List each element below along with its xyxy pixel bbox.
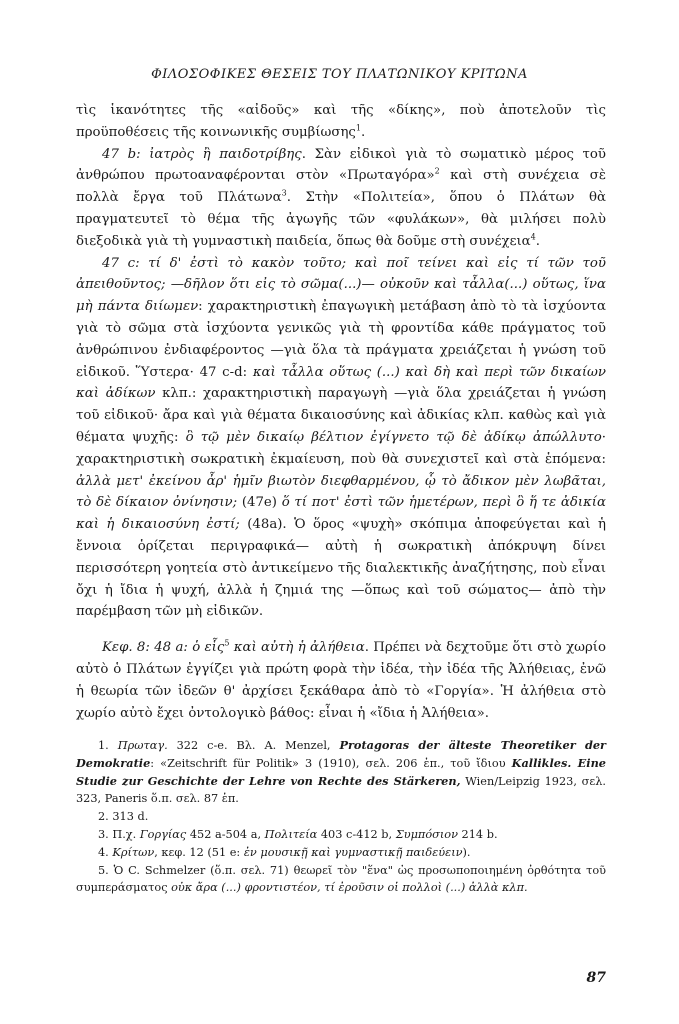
text-run: ἀλλὰ μετ' ἐκείνου ἆρ' ἡμῖν βιωτὸν διεφθαρμένου, ᾧ τὸ ἄδικον μὲν λωβᾶται, τὸ δὲ δίκαιον ὀνίνησιν;: [76, 473, 606, 511]
footnote-ref: 1: [355, 123, 361, 133]
footnote: [76, 808, 606, 826]
text-run: κλπ.: χαρακτηριστικὴ παραγωγὴ —γιὰ ὅλα χρειάζεται ἡ γνώση τοῦ εἰδικοῦ· ἄρα καὶ γιὰ θέματα δικαιοσύνης καὶ ἀδικίας κλπ. καθὼς καὶ γιὰ θέματα ψυχῆς:: [76, 386, 607, 445]
text-run: Κρίτων: [112, 845, 155, 859]
footnote: [76, 826, 606, 844]
paragraph: [76, 253, 606, 624]
text-run: 214 b.: [457, 827, 498, 841]
text-run: τὶς ἱκανότητες τῆς «αἰδοῦς» καὶ τῆς «δίκης», ποὺ ἀποτελοῦν τὶς προϋποθέσεις τῆς κοινωνικῆς συμβίωσης: [76, 103, 606, 140]
footnote-ref: 2: [434, 166, 440, 176]
footnote-ref: 5: [224, 638, 230, 648]
footnote-ref: 3: [281, 188, 287, 198]
text-run: οὐκ ἄρα (...) φροντιστέον, τί ἐροῦσιν οἱ πολλοὶ (...) ἀλλὰ κλπ.: [171, 881, 528, 895]
text-run: 3. Π.χ.: [98, 827, 140, 841]
footnote-ref: 4: [530, 232, 536, 242]
text-run: 452 a-504 a,: [186, 827, 265, 841]
text-run: Γοργίας: [139, 827, 187, 841]
text-run: 47 c: τί δ' ἐστὶ τὸ κακὸν τοῦτο; καὶ ποῖ τείνει καὶ εἰς τί τῶν τοῦ ἀπειθοῦντος; —δῆλον ὅτι εἰς τὸ σῶμα(...)— οὐκοῦν καὶ τἆλλα(...) οὕτως, ἵνα μὴ πάντα διίωμεν: [76, 255, 606, 315]
footnotes: [76, 737, 606, 897]
footnote: [76, 737, 606, 808]
footnote: [76, 844, 606, 862]
text-run: 1.: [98, 739, 118, 752]
text-run: : «Zeitschrift für Politik» 3 (1910), σελ. 206 ἑπ., τοῦ ἴδιου: [150, 756, 512, 770]
paragraph: [76, 144, 606, 253]
footnote: [76, 862, 606, 898]
text-run: καὶ αὐτὴ ἡ ἀλήθεια: [229, 640, 365, 656]
text-run: ).: [462, 845, 471, 859]
text-run: (47e): [237, 495, 282, 511]
text-run: . Πρέπει νὰ δεχτοῦμε ὅτι στὸ χωρίο αὐτὸ ὁ Πλάτων ἐγγίζει γιὰ πρώτη φορὰ τὴν ἰδέα, τὴν ἰδέα τῆς Ἀλήθειας, ἐνῶ ἡ θεωρία τῶν ἰδεῶν θ' ἀρχίσει ξεκάθαρα ἀπὸ τὸ «Γοργία». Ἡ ἀλήθεια στὸ χωρίο αὐτὸ ἔχει ὀντολογικὸ βάθος: εἶναι ἡ «ἴδια ἡ Ἀλήθεια».: [76, 640, 606, 721]
text-run: Πολιτεία: [264, 827, 318, 841]
text-run: .: [360, 124, 366, 140]
text-run: 322 c-e. Βλ. A. Menzel,: [167, 739, 340, 752]
paragraph: [76, 100, 606, 144]
text-run: καὶ τἆλλα οὕτως (...) καὶ δὴ καὶ περὶ τῶν δικαίων καὶ ἀδίκων: [76, 364, 606, 402]
text-run: 5. Ὁ C. Schmelzer (ὅ.π. σελ. 71) θεωρεῖ τὸν "ἕνα" ὡς προσωποποιημένη ὀρθότητα τοῦ συμπεράσματος: [76, 863, 606, 895]
text-run: 47 b: ἰατρὸς ἢ παιδοτρίβης: [102, 146, 302, 162]
running-head: ΦΙΛΟΣΟΦΙΚΕΣ ΘΕΣΕΙΣ ΤΟΥ ΠΛΑΤΩΝΙΚΟΥ ΚΡΙΤΩΝΑ: [151, 67, 528, 82]
text-run: .: [535, 233, 540, 249]
text-run: . Σὰν εἰδικοὶ γιὰ τὸ σωματικὸ μέρος τοῦ ἀνθρώπου πρωτοαναφέρονται στὸν «Πρωταγόρα»: [76, 146, 606, 184]
text-run: Κεφ. 8: 48 a: ὁ εἷς: [102, 640, 225, 656]
text-run: : χαρακτηριστικὴ ἐπαγωγικὴ μετάβαση ἀπὸ τὸ τὰ ἰσχύοντα γιὰ τὸ σῶμα στὰ ἰσχύοντα γενικῶς γιὰ τὴ φροντίδα κάθε πράγματος τοῦ ἀνθρώπινου ἐνδιαφέροντος —γιὰ ὅλα τὰ πράγματα χρειάζεται ἡ γνώση τοῦ εἰδικοῦ. Ὕστερα· 47 c-d:: [76, 299, 606, 380]
text-run: ὅ τί ποτ' ἐστὶ τῶν ἡμετέρων, περὶ ὃ ἥ τε ἀδικία καὶ ἡ δικαιοσύνη ἐστί;: [76, 495, 606, 533]
text-run: Πρωταγ.: [117, 739, 168, 752]
text-run: 403 c-412 b,: [317, 827, 396, 841]
text-run: (48a). Ὁ ὅρος «ψυχὴ» σκόπιμα ἀποφεύγεται καὶ ἡ ἔννοια ὁρίζεται περιγραφικά— αὐτὴ ἡ σωκρατικὴ ἀπόκρυψη δίνει περισσότερη γοητεία στὸ ἀντικείμενο τῆς διαλεκτικῆς ἀναζήτησης, ποὺ εἶναι ὄχι ἡ ἴδια ἡ ψυχή, ἀλλὰ ἡ ζημιά της —ὅπως καὶ τοῦ σώματος— ἀπὸ τὴν παρέμβαση τῶν μὴ εἰδικῶν.: [76, 517, 606, 620]
text-run: Wien/Leipzig 1923, σελ. 323, Paneris ὅ.π. σελ. 87 ἑπ.: [76, 774, 606, 806]
text-run: Συμπόσιον: [395, 827, 458, 841]
text-run: Kallikles. Eine Studie zur Geschichte der Lehre von Rechte des Stärkeren,: [76, 755, 606, 788]
text-run: · χαρακτηριστικὴ σωκρατικὴ ἐκμαίευση, ποὺ θὰ συνεχιστεῖ καὶ στὰ ἑπόμενα:: [76, 429, 606, 467]
paragraph: [76, 637, 606, 724]
body-text: [76, 100, 606, 724]
text-run: 4.: [98, 845, 113, 859]
text-run: . Στὴν «Πολιτεία», ὅπου ὁ Πλάτων θὰ πραγματευτεῖ τὸ θέμα τῆς ἀγωγῆς τῶν «φυλάκων», θὰ μιλήσει πολὺ διεξοδικὰ γιὰ τὴ γυμναστικὴ παιδεία, ὅπως θὰ δοῦμε στὴ συνέχεια: [76, 190, 606, 249]
text-run: , κεφ. 12 (51 e:: [154, 845, 244, 859]
text-run: 2. 313 d.: [98, 810, 149, 824]
text-run: καὶ στὴ συνέχεια σὲ πολλὰ ἔργα τοῦ Πλάτωνα: [76, 168, 606, 206]
text-run: Protagoras der älteste Theoretiker der Demokratie: [76, 738, 607, 770]
text-run: ἐν μουσικῇ καὶ γυμναστικῇ παιδεύειν: [243, 845, 463, 859]
page-number: 87: [586, 970, 606, 986]
text-run: ὃ τῷ μὲν δικαίῳ βέλτιον ἐγίγνετο τῷ δὲ ἀδίκῳ ἀπώλλυτο: [185, 429, 602, 445]
